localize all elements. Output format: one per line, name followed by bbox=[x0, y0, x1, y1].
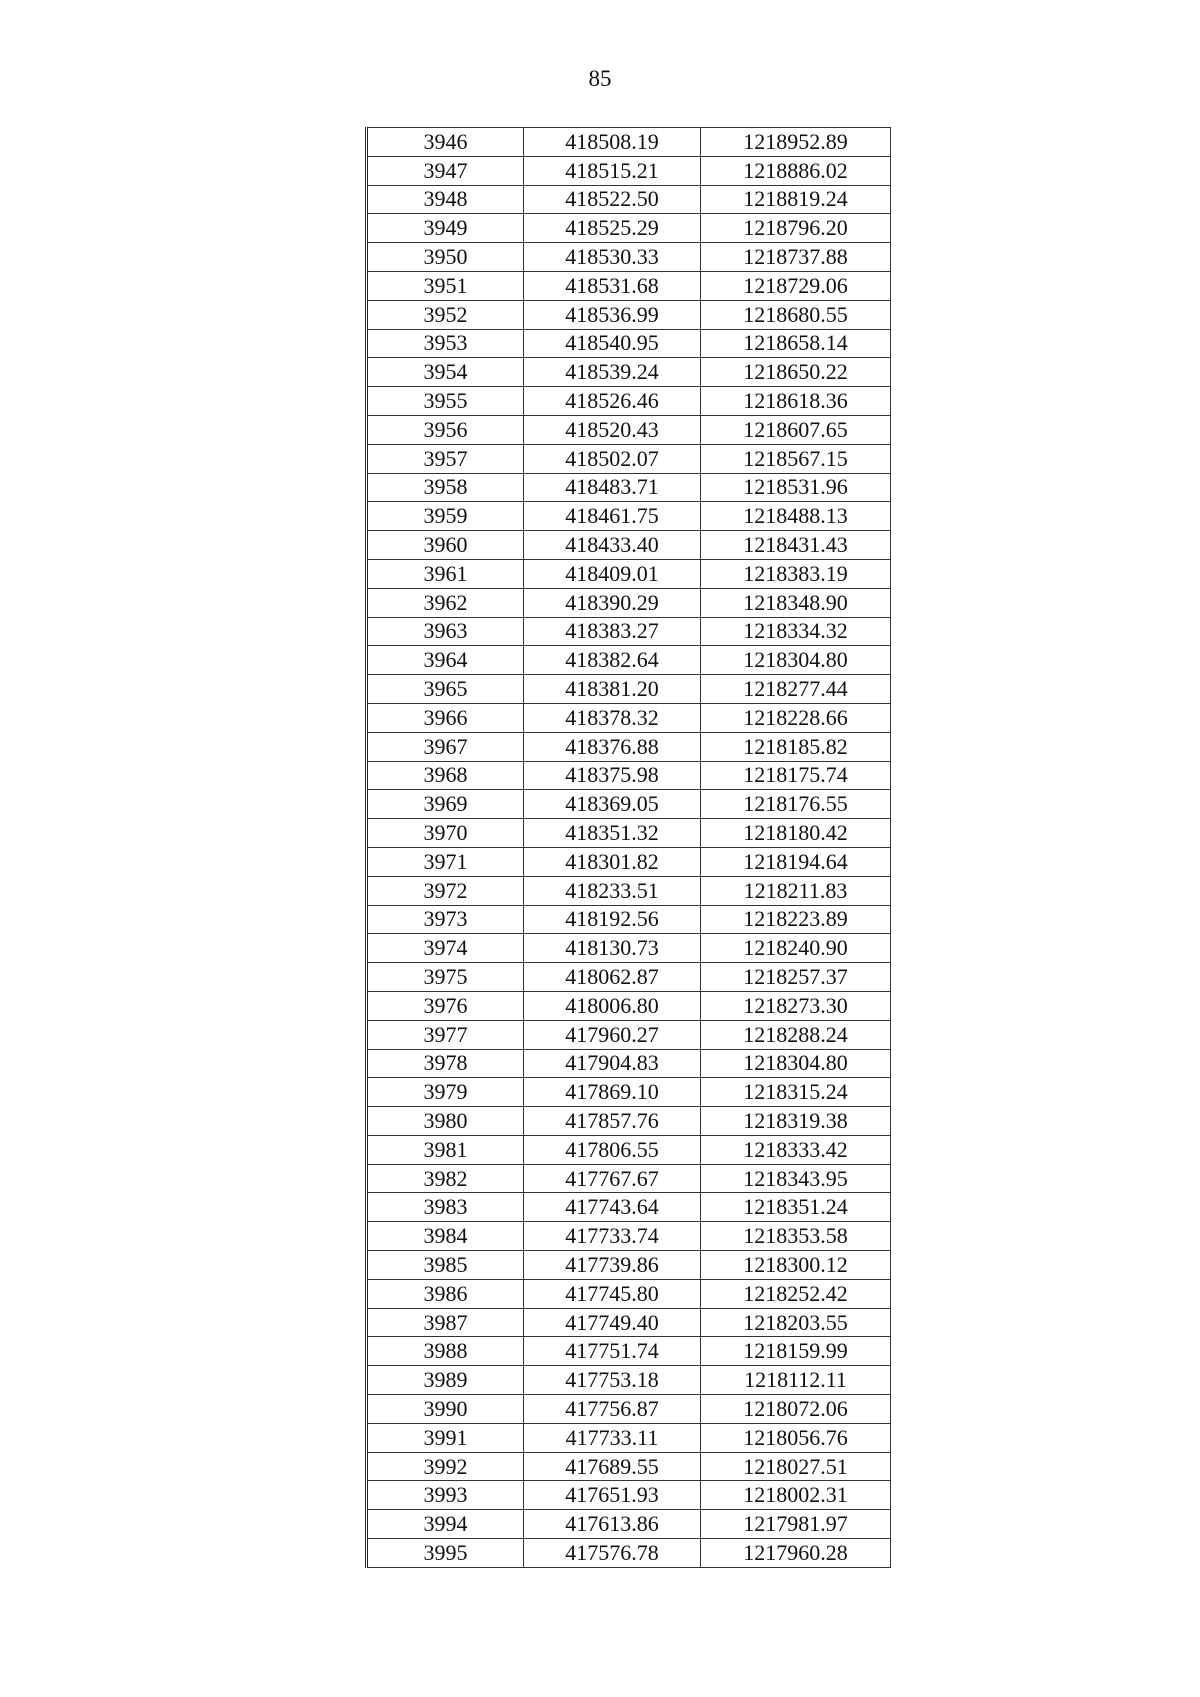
point-number-cell: 3960 bbox=[367, 531, 524, 560]
table-row bbox=[367, 905, 891, 934]
table-row bbox=[367, 1164, 891, 1193]
table-row bbox=[367, 963, 891, 992]
table-row bbox=[367, 1395, 891, 1424]
point-number-cell: 3953 bbox=[367, 329, 524, 358]
x-coordinate-cell: 418536.99 bbox=[524, 300, 701, 329]
table-row bbox=[367, 1481, 891, 1510]
y-coordinate-cell: 1218819.24 bbox=[701, 185, 891, 214]
x-coordinate-cell: 417756.87 bbox=[524, 1395, 701, 1424]
table-row bbox=[367, 1049, 891, 1078]
table-row bbox=[367, 559, 891, 588]
point-number-cell: 3975 bbox=[367, 963, 524, 992]
x-coordinate-cell: 417689.55 bbox=[524, 1452, 701, 1481]
y-coordinate-cell: 1218300.12 bbox=[701, 1251, 891, 1280]
table-row bbox=[367, 387, 891, 416]
x-coordinate-cell: 417613.86 bbox=[524, 1510, 701, 1539]
table-row bbox=[367, 876, 891, 905]
y-coordinate-cell: 1218240.90 bbox=[701, 934, 891, 963]
point-number-cell: 3992 bbox=[367, 1452, 524, 1481]
table-row bbox=[367, 1135, 891, 1164]
y-coordinate-cell: 1218343.95 bbox=[701, 1164, 891, 1193]
y-coordinate-cell: 1218333.42 bbox=[701, 1135, 891, 1164]
x-coordinate-cell: 418433.40 bbox=[524, 531, 701, 560]
table-row bbox=[367, 415, 891, 444]
x-coordinate-cell: 417651.93 bbox=[524, 1481, 701, 1510]
point-number-cell: 3952 bbox=[367, 300, 524, 329]
x-coordinate-cell: 418461.75 bbox=[524, 502, 701, 531]
table-row bbox=[367, 617, 891, 646]
x-coordinate-cell: 417739.86 bbox=[524, 1251, 701, 1280]
x-coordinate-cell: 418520.43 bbox=[524, 415, 701, 444]
table-row bbox=[367, 991, 891, 1020]
point-number-cell: 3951 bbox=[367, 271, 524, 300]
y-coordinate-cell: 1218252.42 bbox=[701, 1279, 891, 1308]
x-coordinate-cell: 418531.68 bbox=[524, 271, 701, 300]
x-coordinate-cell: 417753.18 bbox=[524, 1366, 701, 1395]
table-row bbox=[367, 646, 891, 675]
point-number-cell: 3985 bbox=[367, 1251, 524, 1280]
x-coordinate-cell: 417869.10 bbox=[524, 1078, 701, 1107]
point-number-cell: 3976 bbox=[367, 991, 524, 1020]
y-coordinate-cell: 1218072.06 bbox=[701, 1395, 891, 1424]
x-coordinate-cell: 418378.32 bbox=[524, 703, 701, 732]
x-coordinate-cell: 418301.82 bbox=[524, 847, 701, 876]
y-coordinate-cell: 1218658.14 bbox=[701, 329, 891, 358]
x-coordinate-cell: 417576.78 bbox=[524, 1539, 701, 1568]
table-row bbox=[367, 1452, 891, 1481]
point-number-cell: 3979 bbox=[367, 1078, 524, 1107]
x-coordinate-cell: 418515.21 bbox=[524, 156, 701, 185]
table-row bbox=[367, 531, 891, 560]
x-coordinate-cell: 418390.29 bbox=[524, 588, 701, 617]
table-row bbox=[367, 1539, 891, 1568]
table-row bbox=[367, 300, 891, 329]
y-coordinate-cell: 1218304.80 bbox=[701, 1049, 891, 1078]
y-coordinate-cell: 1218194.64 bbox=[701, 847, 891, 876]
y-coordinate-cell: 1218431.43 bbox=[701, 531, 891, 560]
y-coordinate-cell: 1218175.74 bbox=[701, 761, 891, 790]
x-coordinate-cell: 417745.80 bbox=[524, 1279, 701, 1308]
point-number-cell: 3987 bbox=[367, 1308, 524, 1337]
table-row bbox=[367, 271, 891, 300]
y-coordinate-cell: 1218952.89 bbox=[701, 128, 891, 157]
point-number-cell: 3948 bbox=[367, 185, 524, 214]
table-row bbox=[367, 329, 891, 358]
x-coordinate-cell: 418382.64 bbox=[524, 646, 701, 675]
x-coordinate-cell: 417743.64 bbox=[524, 1193, 701, 1222]
point-number-cell: 3972 bbox=[367, 876, 524, 905]
y-coordinate-cell: 1218886.02 bbox=[701, 156, 891, 185]
x-coordinate-cell: 418526.46 bbox=[524, 387, 701, 416]
table-row bbox=[367, 214, 891, 243]
table-row bbox=[367, 790, 891, 819]
y-coordinate-cell: 1218211.83 bbox=[701, 876, 891, 905]
x-coordinate-cell: 417904.83 bbox=[524, 1049, 701, 1078]
point-number-cell: 3977 bbox=[367, 1020, 524, 1049]
point-number-cell: 3983 bbox=[367, 1193, 524, 1222]
table-row bbox=[367, 934, 891, 963]
point-number-cell: 3946 bbox=[367, 128, 524, 157]
point-number-cell: 3947 bbox=[367, 156, 524, 185]
point-number-cell: 3968 bbox=[367, 761, 524, 790]
table-row bbox=[367, 444, 891, 473]
y-coordinate-cell: 1218607.65 bbox=[701, 415, 891, 444]
x-coordinate-cell: 418375.98 bbox=[524, 761, 701, 790]
x-coordinate-cell: 417749.40 bbox=[524, 1308, 701, 1337]
y-coordinate-cell: 1218650.22 bbox=[701, 358, 891, 387]
x-coordinate-cell: 418508.19 bbox=[524, 128, 701, 157]
table-row bbox=[367, 761, 891, 790]
table-row bbox=[367, 358, 891, 387]
x-coordinate-cell: 418192.56 bbox=[524, 905, 701, 934]
point-number-cell: 3970 bbox=[367, 819, 524, 848]
table-row bbox=[367, 1222, 891, 1251]
x-coordinate-cell: 418530.33 bbox=[524, 243, 701, 272]
table-row bbox=[367, 243, 891, 272]
point-number-cell: 3988 bbox=[367, 1337, 524, 1366]
point-number-cell: 3995 bbox=[367, 1539, 524, 1568]
point-number-cell: 3984 bbox=[367, 1222, 524, 1251]
table-row bbox=[367, 1423, 891, 1452]
page-number: 85 bbox=[588, 66, 612, 91]
table-row bbox=[367, 128, 891, 157]
point-number-cell: 3974 bbox=[367, 934, 524, 963]
x-coordinate-cell: 418062.87 bbox=[524, 963, 701, 992]
point-number-cell: 3965 bbox=[367, 675, 524, 704]
point-number-cell: 3950 bbox=[367, 243, 524, 272]
y-coordinate-cell: 1218531.96 bbox=[701, 473, 891, 502]
y-coordinate-cell: 1218185.82 bbox=[701, 732, 891, 761]
table-row bbox=[367, 1020, 891, 1049]
x-coordinate-cell: 418409.01 bbox=[524, 559, 701, 588]
x-coordinate-cell: 418130.73 bbox=[524, 934, 701, 963]
y-coordinate-cell: 1218223.89 bbox=[701, 905, 891, 934]
point-number-cell: 3986 bbox=[367, 1279, 524, 1308]
table-row bbox=[367, 1279, 891, 1308]
x-coordinate-cell: 418522.50 bbox=[524, 185, 701, 214]
table-row bbox=[367, 1510, 891, 1539]
x-coordinate-cell: 418369.05 bbox=[524, 790, 701, 819]
table-row bbox=[367, 819, 891, 848]
y-coordinate-cell: 1218002.31 bbox=[701, 1481, 891, 1510]
y-coordinate-cell: 1217981.97 bbox=[701, 1510, 891, 1539]
point-number-cell: 3973 bbox=[367, 905, 524, 934]
table-row bbox=[367, 502, 891, 531]
point-number-cell: 3955 bbox=[367, 387, 524, 416]
point-number-cell: 3966 bbox=[367, 703, 524, 732]
y-coordinate-cell: 1218304.80 bbox=[701, 646, 891, 675]
y-coordinate-cell: 1218796.20 bbox=[701, 214, 891, 243]
x-coordinate-cell: 417767.67 bbox=[524, 1164, 701, 1193]
table-row bbox=[367, 1337, 891, 1366]
table-row bbox=[367, 156, 891, 185]
y-coordinate-cell: 1218351.24 bbox=[701, 1193, 891, 1222]
table-row bbox=[367, 675, 891, 704]
point-number-cell: 3954 bbox=[367, 358, 524, 387]
table-row bbox=[367, 1308, 891, 1337]
x-coordinate-cell: 418381.20 bbox=[524, 675, 701, 704]
point-number-cell: 3994 bbox=[367, 1510, 524, 1539]
point-number-cell: 3958 bbox=[367, 473, 524, 502]
point-number-cell: 3971 bbox=[367, 847, 524, 876]
point-number-cell: 3991 bbox=[367, 1423, 524, 1452]
table-row bbox=[367, 1107, 891, 1136]
table-row bbox=[367, 1366, 891, 1395]
point-number-cell: 3967 bbox=[367, 732, 524, 761]
y-coordinate-cell: 1218319.38 bbox=[701, 1107, 891, 1136]
y-coordinate-cell: 1218618.36 bbox=[701, 387, 891, 416]
y-coordinate-cell: 1218277.44 bbox=[701, 675, 891, 704]
y-coordinate-cell: 1218176.55 bbox=[701, 790, 891, 819]
table-row bbox=[367, 1193, 891, 1222]
y-coordinate-cell: 1218112.11 bbox=[701, 1366, 891, 1395]
x-coordinate-cell: 417857.76 bbox=[524, 1107, 701, 1136]
y-coordinate-cell: 1218348.90 bbox=[701, 588, 891, 617]
point-number-cell: 3964 bbox=[367, 646, 524, 675]
x-coordinate-cell: 417806.55 bbox=[524, 1135, 701, 1164]
point-number-cell: 3963 bbox=[367, 617, 524, 646]
x-coordinate-cell: 417751.74 bbox=[524, 1337, 701, 1366]
point-number-cell: 3959 bbox=[367, 502, 524, 531]
x-coordinate-cell: 418233.51 bbox=[524, 876, 701, 905]
point-number-cell: 3989 bbox=[367, 1366, 524, 1395]
table-row bbox=[367, 473, 891, 502]
x-coordinate-cell: 418540.95 bbox=[524, 329, 701, 358]
x-coordinate-cell: 418483.71 bbox=[524, 473, 701, 502]
y-coordinate-cell: 1218159.99 bbox=[701, 1337, 891, 1366]
y-coordinate-cell: 1218680.55 bbox=[701, 300, 891, 329]
y-coordinate-cell: 1218488.13 bbox=[701, 502, 891, 531]
y-coordinate-cell: 1218056.76 bbox=[701, 1423, 891, 1452]
y-coordinate-cell: 1217960.28 bbox=[701, 1539, 891, 1568]
y-coordinate-cell: 1218729.06 bbox=[701, 271, 891, 300]
table-row bbox=[367, 732, 891, 761]
y-coordinate-cell: 1218737.88 bbox=[701, 243, 891, 272]
y-coordinate-cell: 1218027.51 bbox=[701, 1452, 891, 1481]
x-coordinate-cell: 418525.29 bbox=[524, 214, 701, 243]
y-coordinate-cell: 1218353.58 bbox=[701, 1222, 891, 1251]
table-row bbox=[367, 1078, 891, 1107]
y-coordinate-cell: 1218567.15 bbox=[701, 444, 891, 473]
x-coordinate-cell: 418006.80 bbox=[524, 991, 701, 1020]
point-number-cell: 3982 bbox=[367, 1164, 524, 1193]
y-coordinate-cell: 1218257.37 bbox=[701, 963, 891, 992]
y-coordinate-cell: 1218228.66 bbox=[701, 703, 891, 732]
point-number-cell: 3981 bbox=[367, 1135, 524, 1164]
point-number-cell: 3980 bbox=[367, 1107, 524, 1136]
table-row bbox=[367, 588, 891, 617]
y-coordinate-cell: 1218273.30 bbox=[701, 991, 891, 1020]
point-number-cell: 3990 bbox=[367, 1395, 524, 1424]
x-coordinate-cell: 418351.32 bbox=[524, 819, 701, 848]
y-coordinate-cell: 1218288.24 bbox=[701, 1020, 891, 1049]
coordinates-table-body bbox=[367, 128, 891, 1568]
point-number-cell: 3993 bbox=[367, 1481, 524, 1510]
x-coordinate-cell: 417733.74 bbox=[524, 1222, 701, 1251]
x-coordinate-cell: 418502.07 bbox=[524, 444, 701, 473]
table-row bbox=[367, 847, 891, 876]
point-number-cell: 3957 bbox=[367, 444, 524, 473]
point-number-cell: 3969 bbox=[367, 790, 524, 819]
point-number-cell: 3949 bbox=[367, 214, 524, 243]
table-row bbox=[367, 1251, 891, 1280]
x-coordinate-cell: 417960.27 bbox=[524, 1020, 701, 1049]
x-coordinate-cell: 418539.24 bbox=[524, 358, 701, 387]
y-coordinate-cell: 1218203.55 bbox=[701, 1308, 891, 1337]
point-number-cell: 3956 bbox=[367, 415, 524, 444]
coordinates-table bbox=[365, 127, 891, 1568]
y-coordinate-cell: 1218315.24 bbox=[701, 1078, 891, 1107]
table-row bbox=[367, 185, 891, 214]
x-coordinate-cell: 418376.88 bbox=[524, 732, 701, 761]
point-number-cell: 3978 bbox=[367, 1049, 524, 1078]
y-coordinate-cell: 1218334.32 bbox=[701, 617, 891, 646]
x-coordinate-cell: 418383.27 bbox=[524, 617, 701, 646]
table-row bbox=[367, 703, 891, 732]
point-number-cell: 3962 bbox=[367, 588, 524, 617]
y-coordinate-cell: 1218383.19 bbox=[701, 559, 891, 588]
y-coordinate-cell: 1218180.42 bbox=[701, 819, 891, 848]
x-coordinate-cell: 417733.11 bbox=[524, 1423, 701, 1452]
point-number-cell: 3961 bbox=[367, 559, 524, 588]
